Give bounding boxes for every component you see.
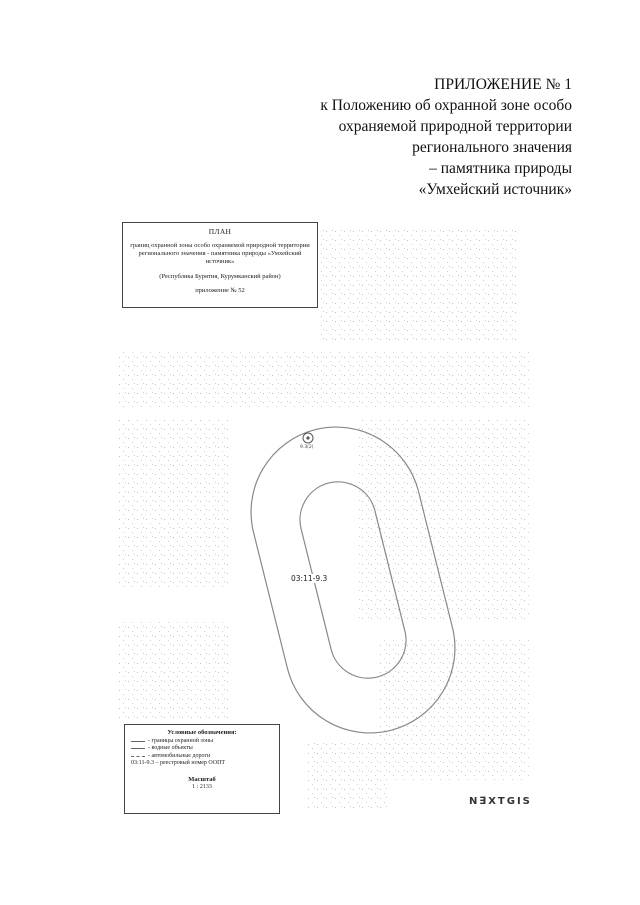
water-line-symbol [131, 748, 145, 749]
nextgis-logo: N∃XTGIS [469, 796, 532, 807]
header-line-5: – памятника природы [429, 160, 572, 177]
header-line-2: к Положению об охранной зоне особо [320, 97, 572, 114]
legend-box [124, 724, 280, 814]
header-line-3: охраняемой природной территории [338, 118, 572, 135]
point-label: 9.3(2) [300, 445, 314, 450]
legend-item-label: - автомобильные дороги [148, 752, 211, 759]
plan-title-box [122, 222, 318, 308]
spring-point-icon [303, 433, 313, 443]
legend-title: Условные обозначения: [167, 729, 237, 736]
header-line-6: «Умхейский источник» [418, 181, 572, 198]
header-line-1: ПРИЛОЖЕНИЕ № 1 [434, 76, 572, 93]
legend-item [131, 745, 273, 753]
scale-value: 1 : 2133 [192, 783, 212, 790]
legend-item-label: 03:11-9.3 – реестровый номер ООПТ [131, 760, 226, 767]
plan-appendix: приложение № 52 [195, 287, 245, 294]
legend-item-label: - границы охранной зоны [148, 737, 214, 744]
plan-heading: ПЛАН [208, 227, 232, 236]
plan-description: границ охранной зоны особо охраняемой природной территории регионального значения - памятника природы «Умхейский источник» [130, 242, 310, 265]
road-line-symbol [131, 756, 145, 757]
legend-item [131, 760, 273, 768]
zone-registry-label: 03:11-9.3 [291, 574, 328, 583]
plan-location: (Республика Бурятия, Курумканский район) [159, 273, 281, 280]
boundary-line-symbol [131, 741, 145, 742]
legend-item-label: - водные объекты [148, 745, 193, 752]
appendix-header [252, 74, 572, 200]
background-texture [118, 227, 530, 810]
header-line-4: регионального значения [412, 139, 572, 156]
scale-title: Масштаб [188, 775, 216, 783]
